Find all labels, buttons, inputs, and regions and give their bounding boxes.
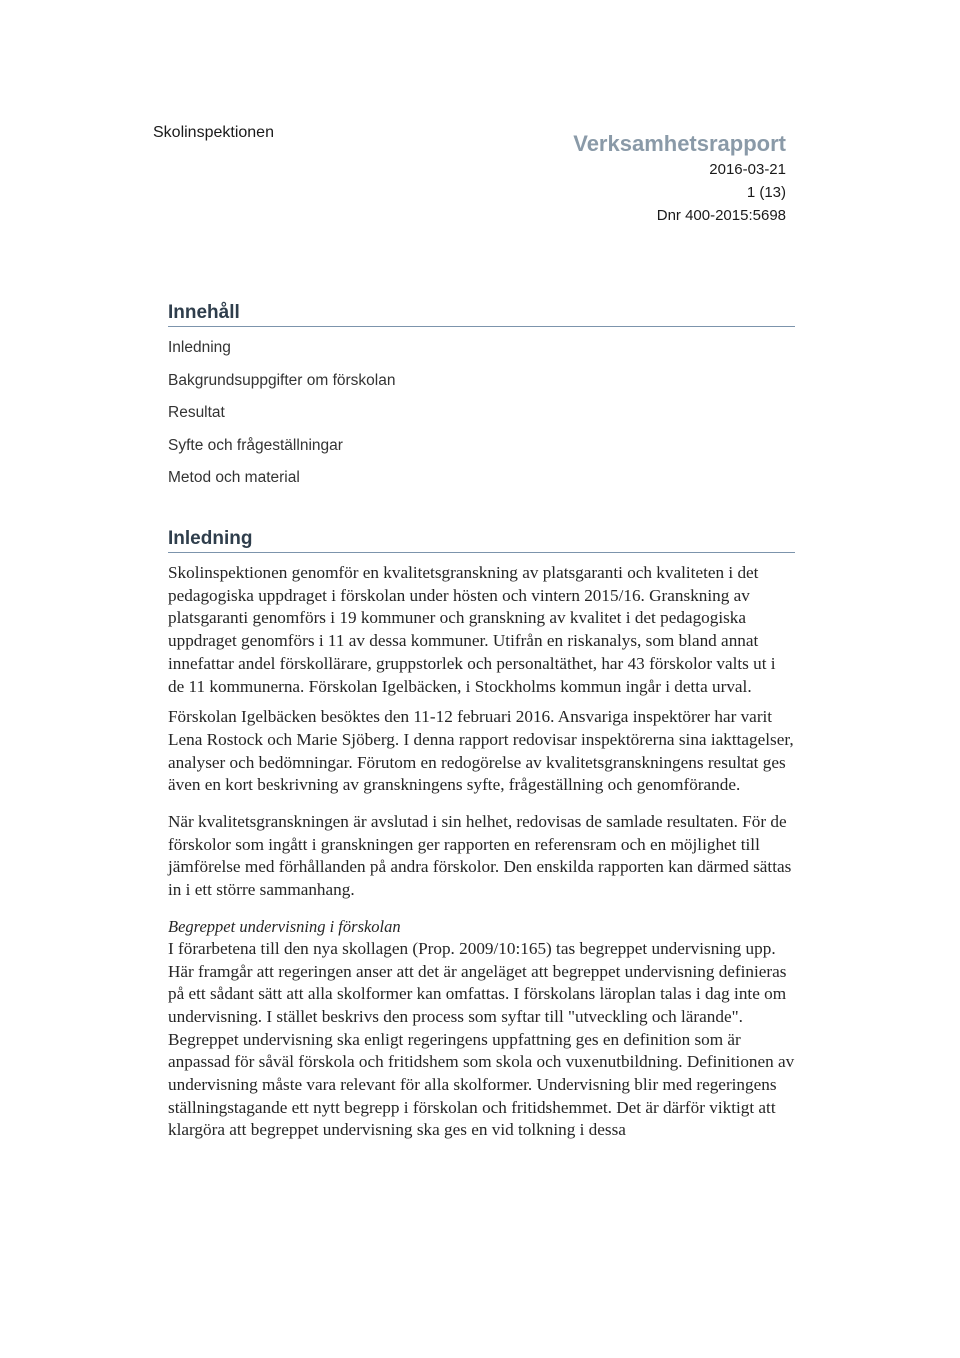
page-number: 1 (13): [746, 184, 786, 201]
document-type: Verksamhetsrapport: [573, 131, 786, 156]
intro-paragraph-1: Skolinspektionen genomför en kvalitetsgranskning av platsgaranti och kvaliteten i det pedagogiska uppdraget i förskolan under hösten och vintern 2015/16. Granskning av platsgaranti genomförs i 19 kommuner och granskning av kvalitet i det pedagogiska uppdraget genomförs i 11 av dessa kommuner. Utifrån en riskanalys, som bland annat innefattar andel förskollärare, gruppstorlek och personaltäthet, har 43 förskolor valts ut i de 11 kommunerna. Förskolan Igelbäcken, i Stockholms kommun ingår i detta urval.: [168, 563, 776, 696]
toc-list: [168, 337, 795, 500]
organization-name: Skolinspektionen: [153, 124, 274, 141]
document-date: 2016-03-21: [709, 161, 786, 178]
reference-number: Dnr 400-2015:5698: [656, 207, 786, 224]
toc-title: Innehåll: [168, 302, 795, 327]
intro-paragraph-2: Förskolan Igelbäcken besöktes den 11-12 februari 2016. Ansvariga inspektörer har varit Lena Rostock och Marie Sjöberg. I denna rapport redovisar inspektörerna sina iakttagelser, analyser och bedömningar. Förutom en redogörelse av kvalitetsgranskningens resultat ges även en kort beskrivning av granskningens syfte, frågeställning och genomförande.: [168, 707, 794, 795]
toc-item-metod[interactable]: Metod och material: [168, 469, 300, 486]
table-of-contents: [168, 302, 795, 500]
toc-item-bakgrundsuppgifter[interactable]: Bakgrundsuppgifter om förskolan: [168, 371, 396, 389]
section-title-inledning: Inledning: [168, 528, 795, 553]
toc-item-resultat[interactable]: Resultat: [168, 404, 225, 421]
section-inledning: [168, 528, 795, 1142]
subheading-undervisning: Begreppet undervisning i förskolan: [168, 916, 401, 936]
undervisning-paragraph: I förarbetena till den nya skollagen (Prop. 2009/10:165) tas begreppet undervisning upp. Här framgår att regeringen anser att det är angeläget att begreppet undervisning definieras på ett sådant sätt att alla skolformer kan omfattas. I förskolans läroplan talas i dag inte om undervisning. I stället beskrivs den process som syftar till "utveckling och lärande". Begreppet undervisning ska enligt regeringens uppfattning ges en definition som är anpassad för såväl förskola och fritidshem som skola och vuxenutbildning. Definitionen av undervisning måste vara relevant för alla skolformer. Undervisning blir med regeringens ställningstagande ett nytt begrepp i förskolan och fritidshemmet. Det är därför viktigt att klargöra att begreppet undervisning ska ges en vid tolkning i dessa: [168, 938, 795, 1140]
document-header: [573, 130, 786, 227]
toc-item-inledning[interactable]: Inledning: [168, 339, 231, 356]
toc-item-syfte[interactable]: Syfte och frågeställningar: [168, 436, 343, 454]
intro-paragraph-3: När kvalitetsgranskningen är avslutad i sin helhet, redovisas de samlade resultaten. För de förskolor som ingått i granskningen ger rapporten en referensram och en möjlighet till jämförelse med förhållanden på andra förskolor. Den enskilda rapporten kan därmed sättas in i ett större sammanhang.: [168, 812, 792, 900]
